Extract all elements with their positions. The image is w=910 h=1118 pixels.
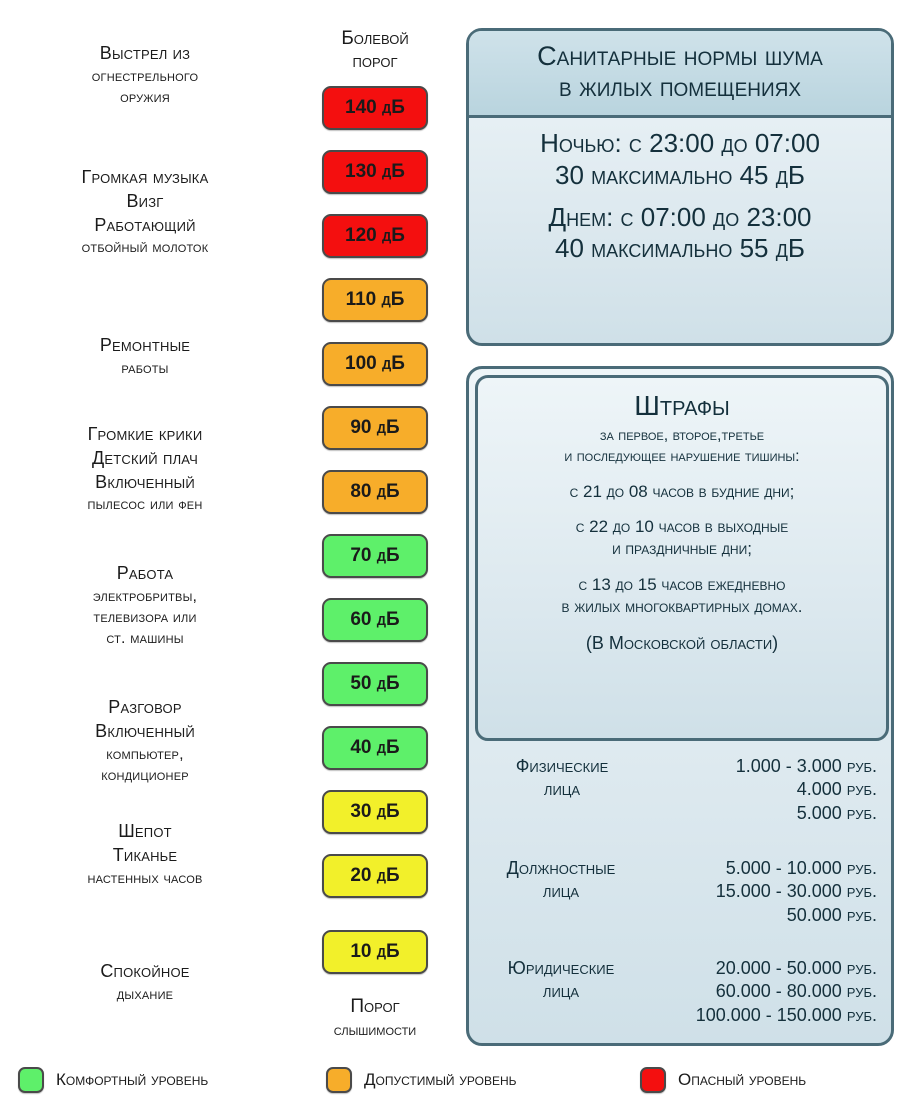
db-level-100: 100 дБ <box>322 342 428 386</box>
amount-value: 15.000 - 30.000 руб. <box>715 881 877 902</box>
amount-label <box>475 957 647 1002</box>
legend-item-acceptable <box>326 1067 517 1093</box>
fines-subtitle-line1: за первое, второе,третье <box>599 427 765 444</box>
amount-values <box>637 857 877 927</box>
sanitary-norms-panel <box>466 28 894 346</box>
amount-values <box>637 755 877 825</box>
fines-region-note: (В Московской области) <box>585 632 779 653</box>
db-level-10: 10 дБ <box>322 930 428 974</box>
desc-line: Работающий <box>94 214 196 235</box>
amount-label-line2: лица <box>543 778 581 799</box>
desc-line: работы <box>121 359 169 377</box>
decibel-scale <box>300 28 450 1039</box>
db-level-110: 110 дБ <box>322 278 428 322</box>
fines-title: Штрафы <box>634 390 730 421</box>
desc-line: Работа <box>116 563 174 583</box>
db-level-130: 130 дБ <box>322 150 428 194</box>
amount-value: 100.000 - 150.000 руб. <box>695 1004 877 1025</box>
legend <box>0 1058 910 1102</box>
db-level-120: 120 дБ <box>322 214 428 258</box>
desc-line: Громкие крики <box>87 424 203 444</box>
amount-value: 20.000 - 50.000 руб. <box>715 958 877 978</box>
legend-swatch-red-icon <box>640 1067 666 1093</box>
desc-line: пылесос или фен <box>87 496 203 514</box>
fines-period-1 <box>478 481 886 503</box>
noise-source-item <box>0 42 290 108</box>
amount-values <box>637 957 877 1027</box>
db-level-60: 60 дБ <box>322 598 428 642</box>
desc-line: дыхание <box>116 985 174 1003</box>
db-level-90: 90 дБ <box>322 406 428 450</box>
desc-line: Шепот <box>118 821 172 841</box>
desc-line: оружия <box>120 88 170 106</box>
fines-period-2-line2: и праздничные дни; <box>612 539 752 559</box>
desc-line: Спокойное <box>100 961 190 981</box>
desc-line: Громкая музыка <box>81 167 209 187</box>
day-hours: Днем: с 07:00 до 23:00 <box>548 201 812 232</box>
fines-period-2-line1: с 22 до 10 часов в выходные <box>575 517 789 537</box>
day-limits: 40 максимально 55 дБ <box>554 233 805 264</box>
amount-value: 4.000 руб. <box>796 779 877 800</box>
db-level-80: 80 дБ <box>322 470 428 514</box>
fines-period-3 <box>478 574 886 619</box>
desc-line: Детский плач <box>91 447 199 468</box>
desc-line: Визг <box>126 190 164 211</box>
db-level-70: 70 дБ <box>322 534 428 578</box>
desc-line: Ремонтные <box>99 335 191 355</box>
noise-source-item <box>0 562 290 649</box>
sanitary-norms-header <box>469 31 891 118</box>
night-limits: 30 максимально 45 дБ <box>554 159 805 190</box>
legend-label: Комфортный уровень <box>56 1070 209 1089</box>
legend-item-dangerous <box>640 1067 806 1093</box>
pain-threshold-line2: порог <box>352 50 398 72</box>
fines-outer-panel <box>466 366 894 1046</box>
fines-description-panel <box>475 375 889 741</box>
desc-line: компьютер, <box>106 745 184 763</box>
amount-value: 5.000 руб. <box>796 802 877 823</box>
noise-source-item <box>0 166 290 258</box>
db-level-40: 40 дБ <box>322 726 428 770</box>
db-level-50: 50 дБ <box>322 662 428 706</box>
noise-source-item <box>0 960 290 1005</box>
amount-value: 60.000 - 80.000 руб. <box>715 981 877 1002</box>
fines-period-2 <box>478 516 886 561</box>
db-level-20: 20 дБ <box>322 854 428 898</box>
fines-period-1-line1: с 21 до 08 часов в будние дни; <box>569 481 795 501</box>
legend-swatch-green-icon <box>18 1067 44 1093</box>
amount-label-line1: Физические <box>515 756 609 776</box>
noise-source-item <box>0 423 290 515</box>
desc-line: телевизора или <box>93 608 197 626</box>
desc-line: отбойный молоток <box>81 239 209 257</box>
fines-subtitle-line2: и последующее нарушение тишины: <box>564 447 800 465</box>
desc-line: Разговор <box>108 697 182 717</box>
fines-period-3-line1: с 13 до 15 часов ежедневно <box>578 574 786 594</box>
desc-line: Тиканье <box>112 844 178 865</box>
desc-line: огнестрельного <box>91 67 199 85</box>
hearing-threshold-line1: Порог <box>350 996 400 1017</box>
amount-value: 5.000 - 10.000 руб. <box>725 858 877 878</box>
fines-period-3-line2: в жилых многоквартирных домах. <box>561 597 803 617</box>
amount-label-line2: лица <box>542 880 580 901</box>
amount-value: 1.000 - 3.000 руб. <box>735 756 877 776</box>
noise-source-item <box>0 696 290 786</box>
norms-header-line2: в жилых помещениях <box>558 72 802 103</box>
hearing-threshold-line2: слышимости <box>333 1021 417 1039</box>
noise-source-item <box>0 820 290 889</box>
desc-line: кондиционер <box>101 766 189 784</box>
db-level-140: 140 дБ <box>322 86 428 130</box>
desc-line: настенных часов <box>87 869 203 887</box>
norms-header-line1: Санитарные нормы шума <box>537 41 823 71</box>
legend-item-comfort <box>18 1067 208 1093</box>
desc-line: электробритвы, <box>92 587 198 605</box>
desc-line: ст. машины <box>106 629 184 647</box>
amount-label <box>487 755 637 800</box>
legend-swatch-orange-icon <box>326 1067 352 1093</box>
legend-label: Допустимый уровень <box>364 1070 517 1089</box>
db-level-30: 30 дБ <box>322 790 428 834</box>
amount-label-line1: Юридические <box>507 958 615 978</box>
desc-line: Выстрел из <box>99 43 191 63</box>
pain-threshold-line1: Болевой <box>341 28 409 49</box>
amount-label-line2: лица <box>542 980 580 1001</box>
sanitary-norms-body <box>469 118 891 279</box>
desc-line: Включенный <box>95 720 195 741</box>
noise-source-item <box>0 334 290 379</box>
pain-threshold-label <box>300 28 450 74</box>
amount-value: 50.000 руб. <box>786 904 877 925</box>
hearing-threshold-label <box>300 996 450 1042</box>
amount-label-line1: Должностные <box>506 858 616 878</box>
night-hours: Ночью: с 23:00 до 07:00 <box>540 128 820 159</box>
desc-line: Включенный <box>95 471 195 492</box>
amount-label <box>475 857 647 902</box>
legend-label: Опасный уровень <box>678 1070 807 1089</box>
